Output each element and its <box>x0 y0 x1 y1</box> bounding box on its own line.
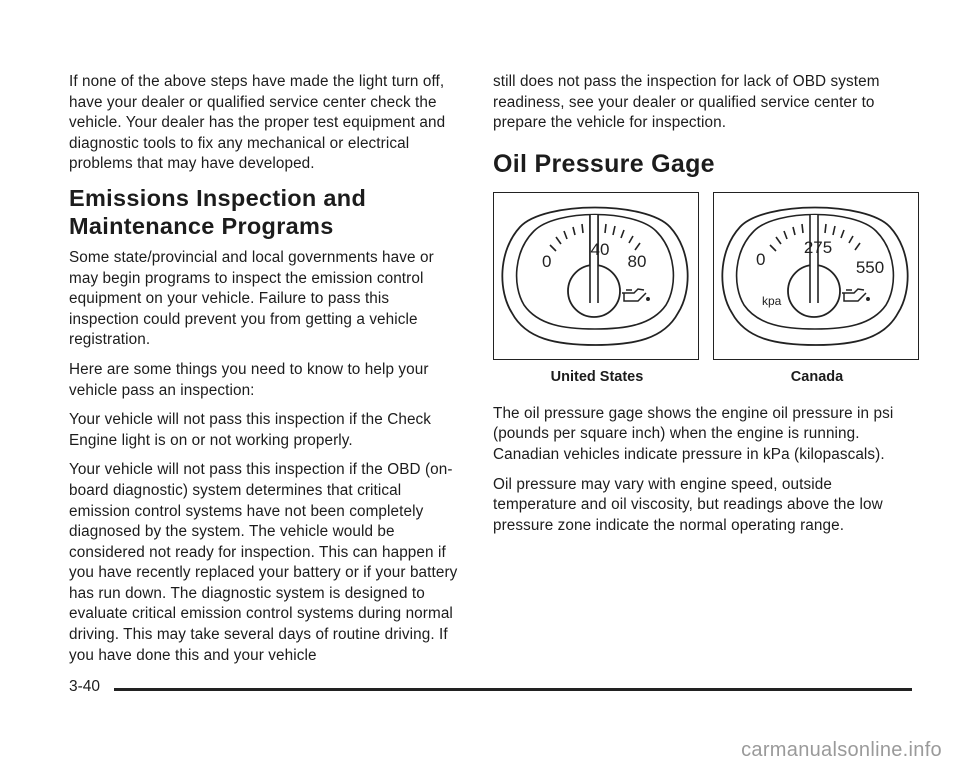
oil-can-icon <box>622 289 649 301</box>
section-heading-emissions: Emissions Inspection and Maintenance Programs <box>69 184 367 239</box>
paragraph-gage-explanation: The oil pressure gage shows the engine oil pressure in psi (pounds per square inch) when the engine is running. Canadian vehicles indicate pressure in kPa (kilopascals). <box>493 404 894 463</box>
paragraph-check-engine: Your vehicle will not pass this inspection if the Check Engine light is on or not working properly. <box>69 411 432 449</box>
gauge-us-mid-label: 40 <box>590 239 610 259</box>
gauge-us-box <box>493 192 699 385</box>
paragraph-light-turn-off: If none of the above steps have made the light turn off, have your dealer or qualified service center check the vehicle. Your dealer has the proper test equipment and diagnostic tools to fix any mechanical or electrical problems that may have developed. <box>69 73 446 173</box>
gauge-illustrations <box>493 192 913 404</box>
gauge-us-min-label: 0 <box>542 251 552 271</box>
paragraph-things-to-know: Here are some things you need to know to help your vehicle pass an inspection: <box>69 360 429 399</box>
watermark-text: carmanualsonline.info <box>741 739 942 761</box>
gauge-us-caption: United States <box>550 368 644 385</box>
paragraph-pressure-variation: Oil pressure may vary with engine speed, outside temperature and oil viscosity, but readings above the low pressure zone indicate the normal operating range. <box>493 475 883 534</box>
paragraph-obd-readiness: still does not pass the inspection for lack of OBD system readiness, see your dealer or qualified service center to prepare the vehicle for inspection. <box>493 73 880 132</box>
gauge-canada-unit-label: kpa <box>762 293 782 308</box>
section-heading-oil-pressure: Oil Pressure Gage <box>493 149 715 178</box>
right-column <box>493 72 913 545</box>
left-column <box>69 72 459 675</box>
gauge-canada-min-label: 0 <box>756 249 766 269</box>
gauge-us-max-label: 80 <box>627 251 647 271</box>
oil-can-icon <box>842 289 869 301</box>
paragraph-obd-system: Your vehicle will not pass this inspection if the OBD (on-board diagnostic) system determines that critical emission control systems have not been completely diagnosed by the system. The vehicle would be considered not ready for inspection. This can happen if you have recently replaced your battery or if your battery has run down. The diagnostic system is designed to evaluate critical emission control systems during normal driving. This may take several days of routine driving. If you have done this and your vehicle <box>69 461 458 664</box>
gauge-canada-box <box>713 192 919 385</box>
page-number: 3-40 <box>69 678 101 695</box>
footer-rule <box>114 688 912 691</box>
paragraph-state-programs: Some state/provincial and local governments have or may begin programs to inspect the emission control equipment on your vehicle. Failure to pass this inspection could prevent you from getting a vehicle registration. <box>69 248 434 349</box>
gauge-canada-mid-label: 275 <box>803 237 833 257</box>
oil-pressure-gauge-canada-icon <box>714 193 917 358</box>
oil-pressure-gauge-us-icon <box>494 193 697 358</box>
page-footer <box>69 678 912 708</box>
gauge-canada-max-label: 550 <box>855 257 885 277</box>
gauge-canada-caption: Canada <box>790 368 844 385</box>
